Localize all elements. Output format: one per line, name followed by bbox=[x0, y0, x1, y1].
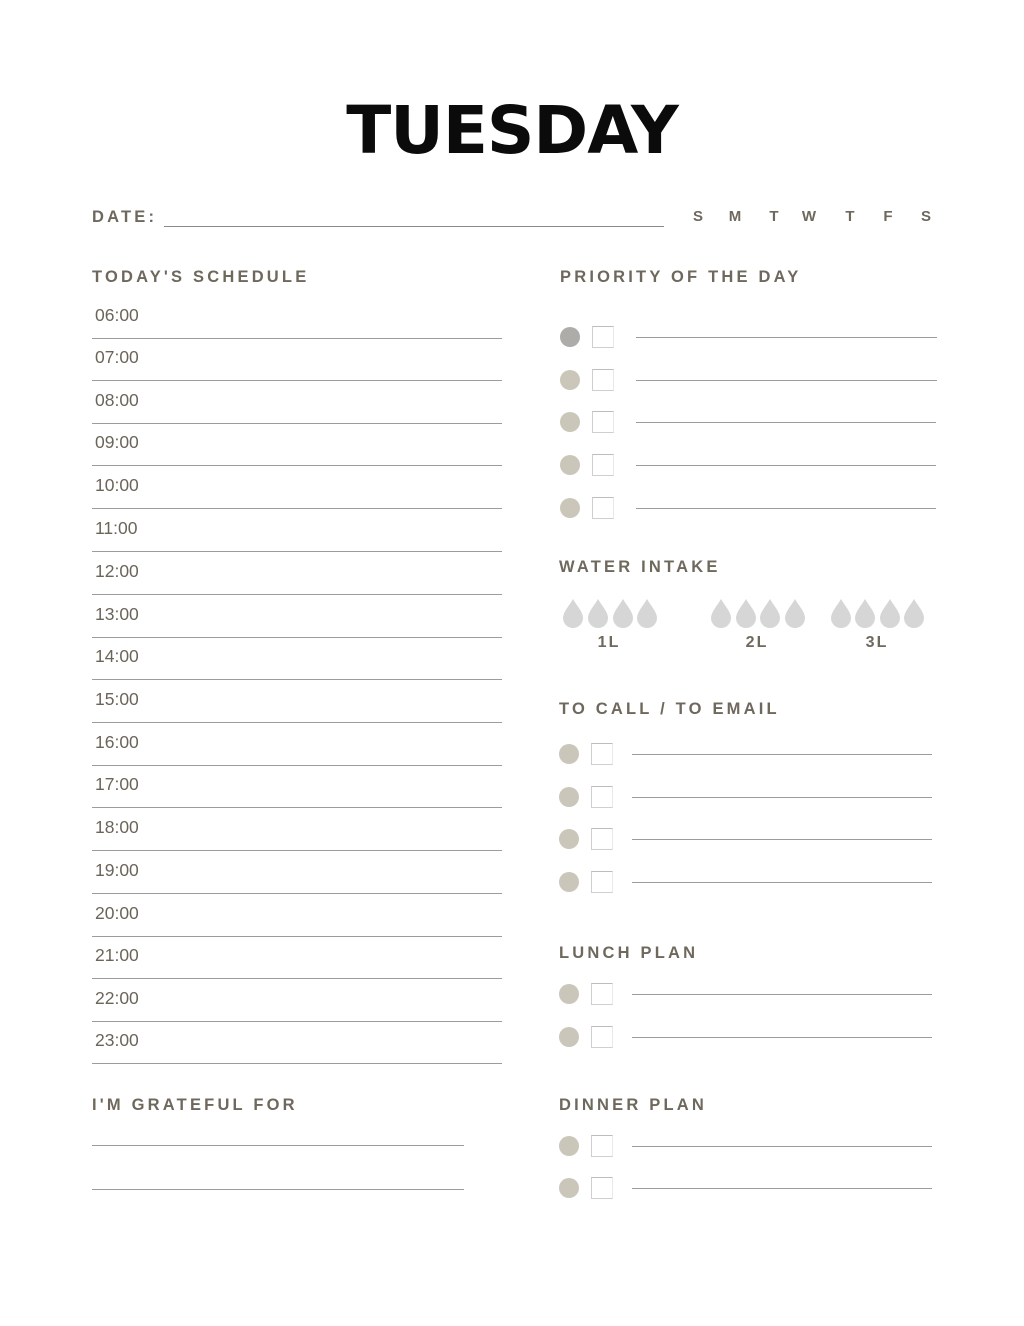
bullet-dot bbox=[560, 370, 580, 390]
water-drop-icon[interactable] bbox=[759, 598, 781, 628]
time-label: 14:00 bbox=[95, 646, 139, 666]
time-label: 21:00 bbox=[95, 945, 139, 965]
water-drop-icon[interactable] bbox=[903, 598, 925, 628]
time-label: 23:00 bbox=[95, 1030, 139, 1050]
time-label: 11:00 bbox=[95, 518, 138, 538]
schedule-row[interactable] bbox=[92, 296, 502, 339]
grateful-heading: I'M GRATEFUL FOR bbox=[92, 1096, 298, 1114]
water-drop-icon[interactable] bbox=[710, 598, 732, 628]
schedule-row[interactable] bbox=[92, 509, 502, 552]
lunch-heading: LUNCH PLAN bbox=[559, 944, 699, 962]
weekday-tue[interactable]: T bbox=[769, 208, 779, 225]
checkbox[interactable] bbox=[592, 369, 614, 391]
grateful-line[interactable] bbox=[92, 1145, 464, 1146]
bullet-dot bbox=[560, 327, 580, 347]
water-heading: WATER INTAKE bbox=[559, 558, 721, 576]
water-drop-icon[interactable] bbox=[612, 598, 634, 628]
grateful-line[interactable] bbox=[92, 1189, 464, 1190]
schedule-row[interactable] bbox=[92, 552, 502, 595]
water-drop-icon[interactable] bbox=[830, 598, 852, 628]
schedule-row[interactable] bbox=[92, 894, 502, 937]
schedule-row[interactable] bbox=[92, 381, 502, 424]
bullet-dot bbox=[559, 744, 579, 764]
time-label: 22:00 bbox=[95, 988, 139, 1008]
bullet-dot bbox=[559, 787, 579, 807]
schedule-row[interactable] bbox=[92, 979, 502, 1022]
checkbox[interactable] bbox=[591, 1026, 613, 1048]
water-label-3l: 3L bbox=[865, 634, 889, 651]
checkbox[interactable] bbox=[591, 1177, 613, 1199]
schedule-heading: TODAY'S SCHEDULE bbox=[92, 268, 310, 286]
entry-line[interactable] bbox=[632, 994, 932, 995]
time-label: 06:00 bbox=[95, 305, 139, 325]
schedule-row[interactable] bbox=[92, 723, 502, 766]
water-drop-icon[interactable] bbox=[735, 598, 757, 628]
weekday-wed[interactable]: W bbox=[801, 208, 817, 225]
date-label: DATE: bbox=[92, 208, 158, 226]
water-drop-icon[interactable] bbox=[784, 598, 806, 628]
checkbox[interactable] bbox=[591, 743, 613, 765]
schedule-row[interactable] bbox=[92, 765, 502, 808]
schedule-row[interactable] bbox=[92, 1021, 502, 1064]
weekday-mon[interactable]: M bbox=[728, 208, 742, 225]
weekday-sat[interactable]: S bbox=[920, 208, 932, 225]
weekday-fri[interactable]: F bbox=[883, 208, 893, 225]
checkbox[interactable] bbox=[591, 828, 613, 850]
entry-line[interactable] bbox=[636, 380, 937, 381]
water-label-1l: 1L bbox=[597, 634, 621, 651]
entry-line[interactable] bbox=[636, 508, 936, 509]
bullet-dot bbox=[559, 829, 579, 849]
water-drop-icon[interactable] bbox=[854, 598, 876, 628]
bullet-dot bbox=[560, 412, 580, 432]
dinner-heading: DINNER PLAN bbox=[559, 1096, 707, 1114]
checkbox[interactable] bbox=[592, 411, 614, 433]
entry-line[interactable] bbox=[632, 1146, 932, 1147]
time-label: 12:00 bbox=[95, 561, 139, 581]
bullet-dot bbox=[559, 872, 579, 892]
priority-heading: PRIORITY OF THE DAY bbox=[560, 268, 802, 286]
weekday-sun[interactable]: S bbox=[692, 208, 704, 225]
time-label: 08:00 bbox=[95, 390, 139, 410]
bullet-dot bbox=[559, 1136, 579, 1156]
entry-line[interactable] bbox=[636, 465, 936, 466]
checkbox[interactable] bbox=[591, 983, 613, 1005]
entry-line[interactable] bbox=[632, 754, 932, 755]
schedule-row[interactable] bbox=[92, 338, 502, 381]
bullet-dot bbox=[559, 1027, 579, 1047]
schedule-row[interactable] bbox=[92, 637, 502, 680]
time-label: 20:00 bbox=[95, 903, 139, 923]
schedule-row[interactable] bbox=[92, 466, 502, 509]
time-label: 09:00 bbox=[95, 432, 139, 452]
schedule-row[interactable] bbox=[92, 595, 502, 638]
checkbox[interactable] bbox=[591, 871, 613, 893]
checkbox[interactable] bbox=[592, 326, 614, 348]
entry-line[interactable] bbox=[636, 337, 937, 338]
entry-line[interactable] bbox=[632, 1037, 932, 1038]
bullet-dot bbox=[560, 455, 580, 475]
water-drop-icon[interactable] bbox=[587, 598, 609, 628]
bullet-dot bbox=[560, 498, 580, 518]
time-label: 15:00 bbox=[95, 689, 139, 709]
schedule-row[interactable] bbox=[92, 851, 502, 894]
water-drop-icon[interactable] bbox=[879, 598, 901, 628]
checkbox[interactable] bbox=[591, 786, 613, 808]
time-label: 18:00 bbox=[95, 817, 139, 837]
water-drop-icon[interactable] bbox=[636, 598, 658, 628]
weekday-selector bbox=[690, 208, 938, 228]
schedule-row[interactable] bbox=[92, 936, 502, 979]
entry-line[interactable] bbox=[632, 839, 932, 840]
weekday-thu[interactable]: T bbox=[845, 208, 855, 225]
checkbox[interactable] bbox=[592, 454, 614, 476]
time-label: 10:00 bbox=[95, 475, 139, 495]
schedule-row[interactable] bbox=[92, 680, 502, 723]
entry-line[interactable] bbox=[632, 797, 932, 798]
water-drop-icon[interactable] bbox=[562, 598, 584, 628]
schedule-row[interactable] bbox=[92, 423, 502, 466]
to-call-heading: TO CALL / TO EMAIL bbox=[559, 700, 780, 718]
time-label: 07:00 bbox=[95, 347, 139, 367]
entry-line[interactable] bbox=[632, 1188, 932, 1189]
bullet-dot bbox=[559, 1178, 579, 1198]
time-label: 16:00 bbox=[95, 732, 139, 752]
checkbox[interactable] bbox=[591, 1135, 613, 1157]
time-label: 19:00 bbox=[95, 860, 139, 880]
page-title: TUESDAY bbox=[346, 92, 678, 169]
entry-line[interactable] bbox=[632, 882, 932, 883]
entry-line[interactable] bbox=[636, 422, 936, 423]
time-label: 13:00 bbox=[95, 604, 139, 624]
bullet-dot bbox=[559, 984, 579, 1004]
water-label-2l: 2L bbox=[745, 634, 769, 651]
schedule-row[interactable] bbox=[92, 808, 502, 851]
time-label: 17:00 bbox=[95, 774, 139, 794]
date-input-line[interactable] bbox=[164, 226, 664, 227]
checkbox[interactable] bbox=[592, 497, 614, 519]
